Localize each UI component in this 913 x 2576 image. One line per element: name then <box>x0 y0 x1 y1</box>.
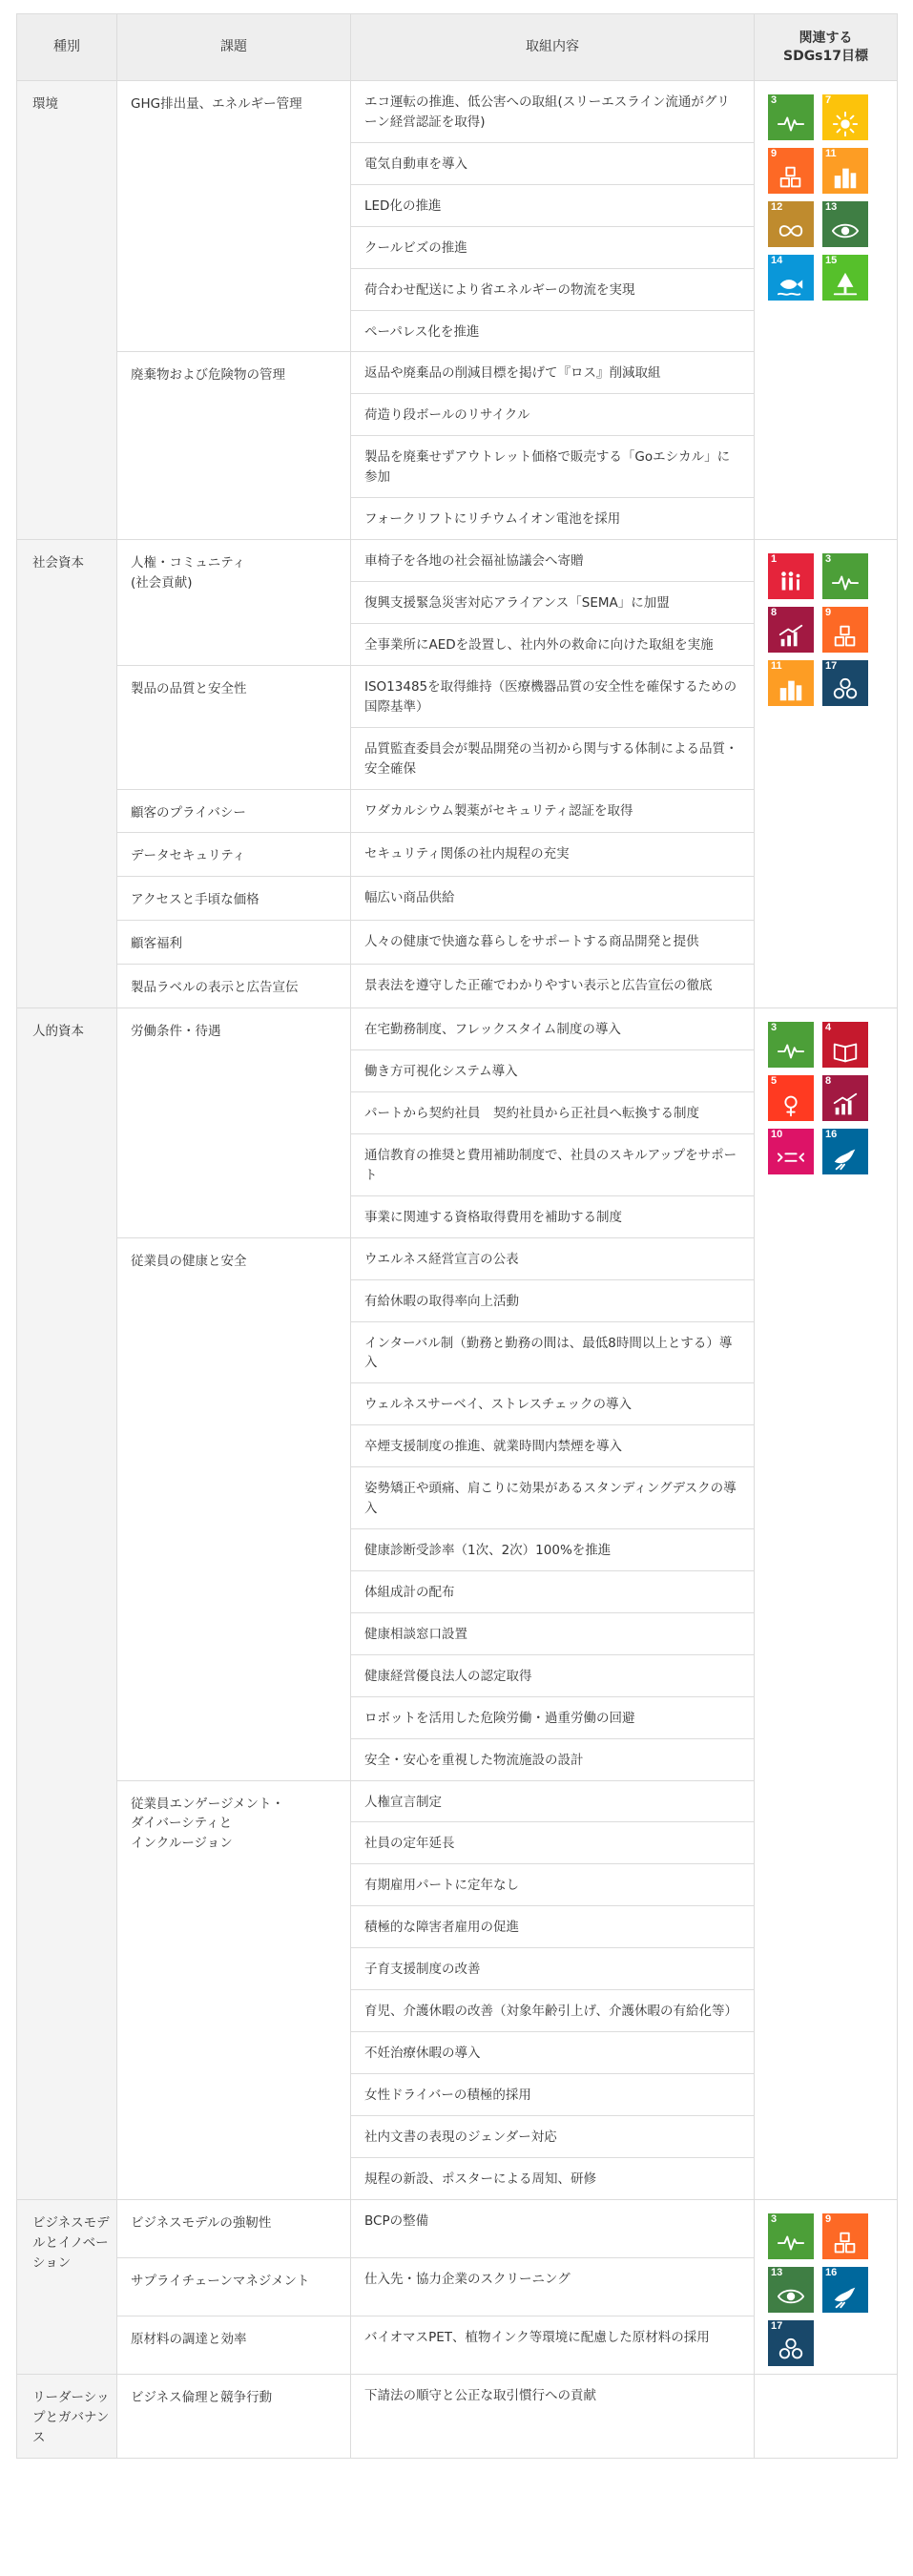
action-cell: BCPの整備 <box>351 2199 755 2257</box>
action-cell: 健康相談窓口設置 <box>351 1612 755 1654</box>
sdg-goal-number: 8 <box>771 607 778 619</box>
action-cell: 復興支援緊急災害対応アライアンス「SEMA」に加盟 <box>351 581 755 623</box>
header-action: 取組内容 <box>351 14 755 81</box>
sdg-goal-3-tile <box>768 1022 814 1068</box>
action-cell: エコ運転の推進、低公害への取組(スリーエスライン流通がグリーン経営認証を取得) <box>351 81 755 143</box>
topic-cell <box>117 540 351 666</box>
sdg-goal-3-tile <box>768 2213 814 2259</box>
sdg-goal-number: 3 <box>825 553 832 566</box>
table-header-row <box>17 14 898 81</box>
topic-cell <box>117 877 351 921</box>
action-cell: 子育支援制度の改善 <box>351 1948 755 1990</box>
topic-line: GHG排出量、エネルギー管理 <box>131 96 302 112</box>
sdg-goal-number: 11 <box>825 148 837 159</box>
sdg-goal-number: 10 <box>771 1129 783 1141</box>
heartbeat-icon <box>768 2227 814 2259</box>
action-cell: セキュリティ関係の社内規程の充実 <box>351 833 755 877</box>
sdg-goal-5-tile <box>768 1075 814 1121</box>
sdg-icon-grid <box>768 553 897 706</box>
topic-line: 従業員の健康と安全 <box>131 1253 247 1269</box>
topic-cell <box>117 81 351 352</box>
category-cell: 社会資本 <box>17 540 117 1008</box>
action-cell: ペーパレス化を推進 <box>351 310 755 352</box>
action-cell: 景表法を遵守した正確でわかりやすい表示と広告宣伝の徹底 <box>351 965 755 1008</box>
topic-cell <box>117 1008 351 1238</box>
action-cell: 品質監査委員会が製品開発の当初から関与する体制による品質・安全確保 <box>351 727 755 789</box>
topic-line: サプライチェーンマネジメント <box>131 2273 310 2289</box>
rings-icon <box>822 674 868 706</box>
sdg-goal-number: 3 <box>771 2212 778 2225</box>
action-cell: 働き方可視化システム導入 <box>351 1050 755 1092</box>
eye-earth-icon <box>822 215 868 247</box>
tree-icon <box>822 268 868 301</box>
sdg-goal-4-tile <box>822 1022 868 1068</box>
topic-line: 従業員エンゲージメント・ <box>131 1796 285 1812</box>
sdg-cell <box>755 1008 898 2200</box>
buildings-icon <box>822 161 868 194</box>
topic-cell <box>117 1237 351 1780</box>
infinity-icon <box>768 215 814 247</box>
category-cell: リーダーシップとガバナンス <box>17 2374 117 2458</box>
table-row <box>17 540 898 582</box>
topic-cell <box>117 2316 351 2374</box>
topic-cell <box>117 965 351 1008</box>
sdg-goal-number: 13 <box>771 2266 783 2278</box>
cubes-icon <box>822 2227 868 2259</box>
table-row <box>17 2199 898 2257</box>
sdg-goal-9-tile <box>768 148 814 194</box>
topic-line: 製品の品質と安全性 <box>131 680 247 696</box>
sdg-goal-1-tile <box>768 553 814 599</box>
topic-cell <box>117 665 351 789</box>
sdg-goal-11-tile <box>822 148 868 194</box>
action-cell: 在宅勤務制度、フレックスタイム制度の導入 <box>351 1008 755 1050</box>
topic-line: 製品ラベルの表示と広告宣伝 <box>131 980 299 996</box>
book-icon <box>822 1035 868 1068</box>
topic-line: アクセスと手頃な価格 <box>131 892 259 908</box>
cubes-icon <box>768 161 814 194</box>
action-cell: フォークリフトにリチウムイオン電池を採用 <box>351 498 755 540</box>
action-cell: 事業に関連する資格取得費用を補助する制度 <box>351 1195 755 1237</box>
table-body <box>17 81 898 2459</box>
topic-cell <box>117 2374 351 2458</box>
header-sdg <box>755 14 898 81</box>
sdg-icon-grid <box>768 1022 897 1174</box>
sdg-goal-number: 16 <box>825 2266 838 2278</box>
header-topic: 課題 <box>117 14 351 81</box>
action-cell: ロボットを活用した危険労働・過重労働の回避 <box>351 1696 755 1738</box>
sdg-cell <box>755 540 898 1008</box>
action-cell: 社員の定年延長 <box>351 1822 755 1864</box>
header-sdg-line1: 関連する <box>799 30 853 46</box>
action-cell: インターバル制（勤務と勤務の間は、最低8時間以上とする）導入 <box>351 1321 755 1383</box>
sdg-goal-number: 9 <box>825 2212 832 2225</box>
action-cell: 車椅子を各地の社会福祉協議会へ寄贈 <box>351 540 755 582</box>
heartbeat-icon <box>768 1035 814 1068</box>
sdg-goal-7-tile <box>822 94 868 140</box>
dove-icon <box>822 2280 868 2313</box>
action-cell: 仕入先・協力企業のスクリーニング <box>351 2257 755 2316</box>
growth-chart-icon <box>768 620 814 653</box>
topic-line: インクルージョン <box>131 1836 233 1852</box>
action-cell: 育児、介護休暇の改善（対象年齢引上げ、介護休暇の有給化等） <box>351 1990 755 2032</box>
action-cell: 健康診断受診率（1次、2次）100%を推進 <box>351 1529 755 1571</box>
topic-cell <box>117 2199 351 2257</box>
sdg-goal-number: 3 <box>771 94 778 106</box>
action-cell: 製品を廃棄せずアウトレット価格で販売する「Goエシカル」に参加 <box>351 436 755 498</box>
action-cell: 積極的な障害者雇用の促進 <box>351 1906 755 1948</box>
action-cell: ウェルネスサーベイ、ストレスチェックの導入 <box>351 1383 755 1425</box>
sdg-goal-16-tile <box>822 2267 868 2313</box>
action-cell: 下請法の順守と公正な取引慣行への貢献 <box>351 2374 755 2458</box>
cubes-icon <box>822 620 868 653</box>
action-cell: LED化の推進 <box>351 184 755 226</box>
sdg-goal-number: 16 <box>825 1129 838 1141</box>
topic-line: ビジネス倫理と競争行動 <box>131 2389 273 2405</box>
sdg-goal-9-tile <box>822 607 868 653</box>
table-row <box>17 2374 898 2458</box>
topic-line: (社会貢献) <box>131 574 193 591</box>
heartbeat-icon <box>768 108 814 140</box>
family-icon <box>768 567 814 599</box>
gender-icon <box>768 1089 814 1121</box>
sdg-goal-number: 9 <box>771 148 778 159</box>
sdg-goal-12-tile <box>768 201 814 247</box>
topic-cell <box>117 921 351 965</box>
topic-cell <box>117 352 351 540</box>
action-cell: ウエルネス経営宣言の公表 <box>351 1237 755 1279</box>
action-cell: 人権宣言制定 <box>351 1780 755 1822</box>
sdg-goal-9-tile <box>822 2213 868 2259</box>
buildings-icon <box>768 674 814 706</box>
action-cell: 規程の新設、ポスターによる周知、研修 <box>351 2157 755 2199</box>
category-cell: ビジネスモデルとイノベーション <box>17 2199 117 2374</box>
action-cell: 人々の健康で快適な暮らしをサポートする商品開発と提供 <box>351 921 755 965</box>
action-cell: 姿勢矯正や頭痛、肩こりに効果があるスタンディングデスクの導入 <box>351 1467 755 1529</box>
sdg-goal-number: 11 <box>771 660 782 673</box>
sun-icon <box>822 108 868 140</box>
sdg-goal-number: 4 <box>825 1022 832 1034</box>
sdg-goal-15-tile <box>822 255 868 301</box>
sdg-goal-number: 17 <box>771 2319 783 2332</box>
sdg-goal-number: 12 <box>771 201 783 213</box>
sdg-goal-3-tile <box>768 94 814 140</box>
sdg-goal-number: 7 <box>825 94 832 106</box>
equality-icon <box>768 1142 814 1174</box>
action-cell: 荷合わせ配送により省エネルギーの物流を実現 <box>351 268 755 310</box>
category-cell: 環境 <box>17 81 117 540</box>
sdg-goal-number: 8 <box>825 1075 832 1088</box>
sdg-goal-13-tile <box>822 201 868 247</box>
action-cell: 電気自動車を導入 <box>351 142 755 184</box>
action-cell: 幅広い商品供給 <box>351 877 755 921</box>
action-cell: 荷造り段ボールのリサイクル <box>351 394 755 436</box>
topic-line: 顧客福利 <box>131 936 182 952</box>
table-row <box>17 81 898 143</box>
action-cell: 健康経営優良法人の認定取得 <box>351 1654 755 1696</box>
eye-earth-icon <box>768 2280 814 2313</box>
topic-cell <box>117 833 351 877</box>
topic-cell <box>117 789 351 833</box>
action-cell: 通信教育の推奨と費用補助制度で、社員のスキルアップをサポート <box>351 1133 755 1195</box>
action-cell: 女性ドライバーの積極的採用 <box>351 2074 755 2116</box>
header-sdg-line2: SDGs17目標 <box>782 48 868 64</box>
topic-cell <box>117 1780 351 2199</box>
action-cell: 体組成計の配布 <box>351 1570 755 1612</box>
sdg-goal-8-tile <box>822 1075 868 1121</box>
heartbeat-icon <box>822 567 868 599</box>
action-cell: 不妊治療休暇の導入 <box>351 2032 755 2074</box>
sdg-goal-number: 15 <box>825 255 838 266</box>
sdg-goal-number: 3 <box>771 1022 778 1034</box>
topic-line: 廃棄物および危険物の管理 <box>131 367 285 384</box>
action-cell: 有期雇用パートに定年なし <box>351 1864 755 1906</box>
topic-line: 原材料の調達と効率 <box>131 2331 247 2347</box>
action-cell: パートから契約社員 契約社員から正社員へ転換する制度 <box>351 1091 755 1133</box>
action-cell: 社内文書の表現のジェンダー対応 <box>351 2115 755 2157</box>
sdg-goal-number: 9 <box>825 607 832 619</box>
sdg-goal-number: 5 <box>771 1075 778 1088</box>
action-cell: ISO13485を取得維持（医療機器品質の安全性を確保するための国際基準） <box>351 665 755 727</box>
sdg-goal-number: 17 <box>825 660 838 673</box>
sdg-goal-13-tile <box>768 2267 814 2313</box>
sdg-cell <box>755 81 898 540</box>
topic-line: ダイバーシティと <box>131 1816 233 1832</box>
action-cell: 安全・安心を重視した物流施設の設計 <box>351 1738 755 1780</box>
topic-cell <box>117 2257 351 2316</box>
sdg-goal-11-tile <box>768 660 814 706</box>
sdg-goal-3-tile <box>822 553 868 599</box>
dove-icon <box>822 1142 868 1174</box>
action-cell: 有給休暇の取得率向上活動 <box>351 1279 755 1321</box>
sdg-goal-14-tile <box>768 255 814 301</box>
sdg-cell <box>755 2199 898 2374</box>
topic-line: ビジネスモデルの強靭性 <box>131 2214 272 2231</box>
sdg-goal-10-tile <box>768 1129 814 1174</box>
sdg-goal-17-tile <box>768 2320 814 2366</box>
header-category: 種別 <box>17 14 117 81</box>
sdg-cell <box>755 2374 898 2458</box>
table-row <box>17 1008 898 1050</box>
category-cell: 人的資本 <box>17 1008 117 2200</box>
growth-chart-icon <box>822 1089 868 1121</box>
sdg-goal-number: 1 <box>771 553 778 566</box>
topic-line: 労働条件・待遇 <box>131 1024 221 1040</box>
topic-line: 顧客のプライバシー <box>131 804 246 821</box>
sdg-icon-grid <box>768 94 897 301</box>
sdg-goal-17-tile <box>822 660 868 706</box>
action-cell: 全事業所にAEDを設置し、社内外の救命に向けた取組を実施 <box>351 623 755 665</box>
action-cell: ワダカルシウム製薬がセキュリティ認証を取得 <box>351 789 755 833</box>
topic-line: 人権・コミュニティ <box>131 555 246 571</box>
fish-icon <box>768 268 814 301</box>
sdg-icon-grid <box>768 2213 897 2366</box>
sdg-goal-8-tile <box>768 607 814 653</box>
action-cell: クールビズの推進 <box>351 226 755 268</box>
sdg-goal-number: 13 <box>825 201 838 213</box>
action-cell: 返品や廃棄品の削減目標を掲げて『ロス』削減取組 <box>351 352 755 394</box>
rings-icon <box>768 2334 814 2366</box>
action-cell: 卒煙支援制度の推進、就業時間内禁煙を導入 <box>351 1425 755 1467</box>
sdg-goal-number: 14 <box>771 255 783 266</box>
action-cell: バイオマスPET、植物インク等環境に配慮した原材料の採用 <box>351 2316 755 2374</box>
topic-line: データセキュリティ <box>131 848 246 864</box>
esg-materiality-table <box>16 13 898 2459</box>
sdg-goal-16-tile <box>822 1129 868 1174</box>
